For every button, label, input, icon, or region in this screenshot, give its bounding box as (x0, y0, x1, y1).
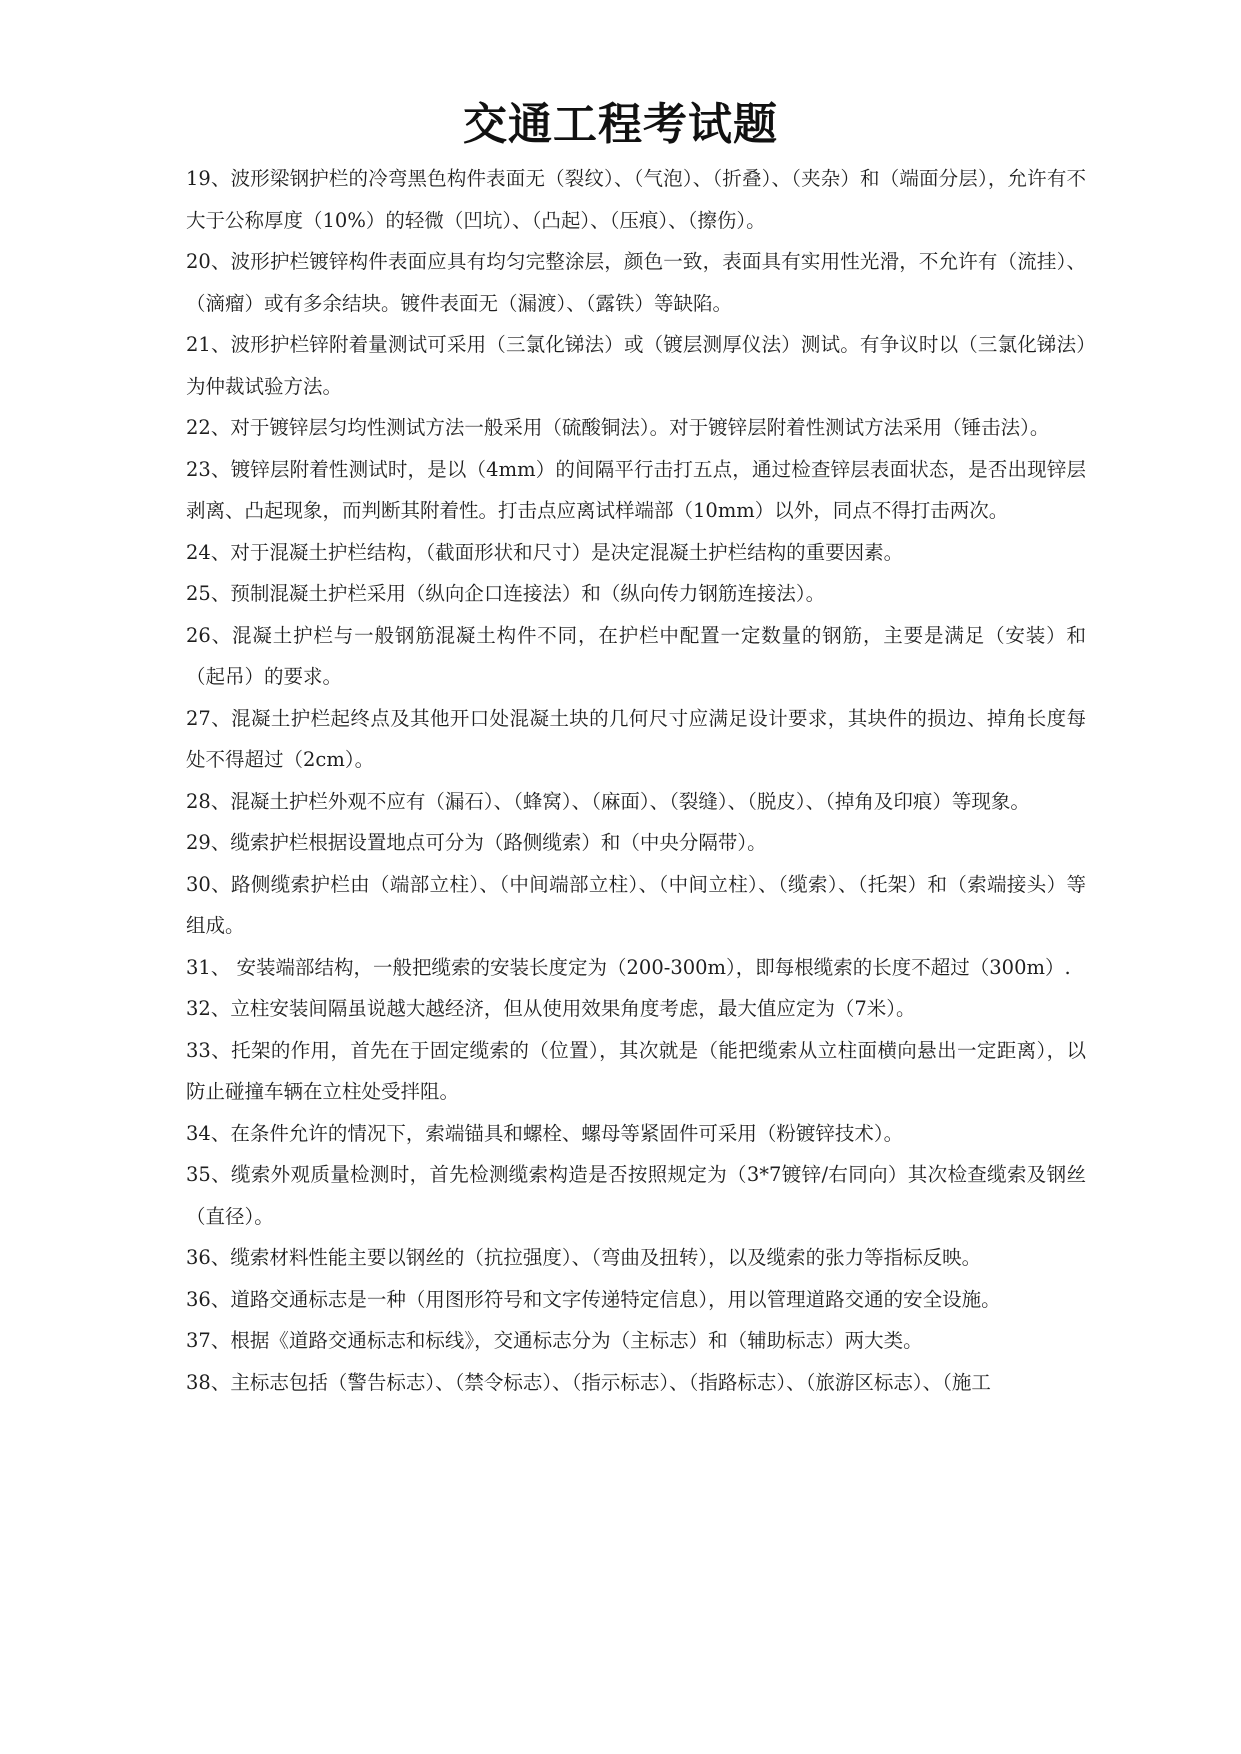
question-item-38: 38、主标志包括（警告标志）、（禁令标志）、（指示标志）、（指路标志）、（旅游区标志）、（施工 (186, 1370, 991, 1394)
question-item-37: 37、根据《道路交通标志和标线》，交通标志分为（主标志）和（辅助标志）两大类。 (186, 1329, 923, 1352)
question-list (186, 158, 1086, 1403)
question-item-23: 23、镀锌层附着性测试时，是以（4mm）的间隔平行击打五点，通过检查锌层表面状态，是否出现锌层剥离、凸起现象，而判断其附着性。打击点应离试样端部（10mm）以外，同点不得打击两次。 (186, 457, 1086, 522)
question-item-19: 19、波形梁钢护栏的冷弯黑色构件表面无（裂纹）、（气泡）、（折叠）、（夹杂）和（端面分层），允许有不大于公称厚度（10%）的轻微（凹坑）、（凸起）、（压痕）、（擦伤）。 (186, 167, 1086, 232)
question-item-32: 32、立柱安装间隔虽说越大越经济，但从使用效果角度考虑，最大值应定为（7米）。 (186, 997, 916, 1020)
question-item-31: 31、 安装端部结构，一般把缆索的安装长度定为（200-300m），即每根缆索的长度不超过（300m）. (186, 955, 1071, 979)
question-item-22: 22、对于镀锌层匀均性测试方法一般采用（硫酸铜法）。对于镀锌层附着性测试方法采用（锤击法）。 (186, 416, 1050, 439)
document-title: 交通工程考试题 (463, 99, 778, 150)
question-item-20: 20、波形护栏镀锌构件表面应具有均匀完整涂层，颜色一致，表面具有实用性光滑，不允许有（流挂）、（滴瘤）或有多余结块。镀件表面无（漏渡）、（露铁）等缺陷。 (186, 250, 1086, 315)
question-item-34: 34、在条件允许的情况下，索端锚具和螺栓、螺母等紧固件可采用（粉镀锌技术）。 (186, 1121, 904, 1145)
question-item-26: 26、混凝土护栏与一般钢筋混凝土构件不同，在护栏中配置一定数量的钢筋，主要是满足（安装）和（起吊）的要求。 (186, 623, 1086, 688)
question-item-30: 30、路侧缆索护栏由（端部立柱）、（中间端部立柱）、（中间立柱）、（缆索）、（托架）和（索端接头）等组成。 (186, 872, 1086, 937)
question-item-33: 33、托架的作用，首先在于固定缆索的（位置），其次就是（能把缆索从立柱面横向悬出一定距离），以防止碰撞车辆在立柱处受拌阻。 (186, 1038, 1086, 1103)
question-item-28: 28、混凝土护栏外观不应有（漏石）、（蜂窝）、（麻面）、（裂缝）、（脱皮）、（掉角及印痕）等现象。 (186, 789, 1030, 813)
question-item-36b: 36、道路交通标志是一种（用图形符号和文字传递特定信息），用以管理道路交通的安全设施。 (186, 1287, 1001, 1311)
question-item-35: 35、缆索外观质量检测时，首先检测缆索构造是否按照规定为（3*7镀锌/右同向）其次检查缆索及钢丝（直径）。 (186, 1163, 1086, 1228)
question-item-36a: 36、缆索材料性能主要以钢丝的（抗拉强度）、（弯曲及扭转），以及缆索的张力等指标反映。 (186, 1246, 982, 1269)
question-item-29: 29、缆索护栏根据设置地点可分为（路侧缆索）和（中央分隔带）。 (186, 831, 767, 854)
question-item-25: 25、预制混凝土护栏采用（纵向企口连接法）和（纵向传力钢筋连接法）。 (186, 582, 826, 605)
question-item-21: 21、波形护栏锌附着量测试可采用（三氯化锑法）或（镀层测厚仪法）测试。有争议时以（三氯化锑法）为仲裁试验方法。 (186, 333, 1086, 398)
question-item-27: 27、混凝土护栏起终点及其他开口处混凝土块的几何尺寸应满足设计要求，其块件的损边、掉角长度每处不得超过（2cm）。 (186, 706, 1086, 771)
question-item-24: 24、对于混凝土护栏结构，（截面形状和尺寸）是决定混凝土护栏结构的重要因素。 (186, 540, 904, 564)
